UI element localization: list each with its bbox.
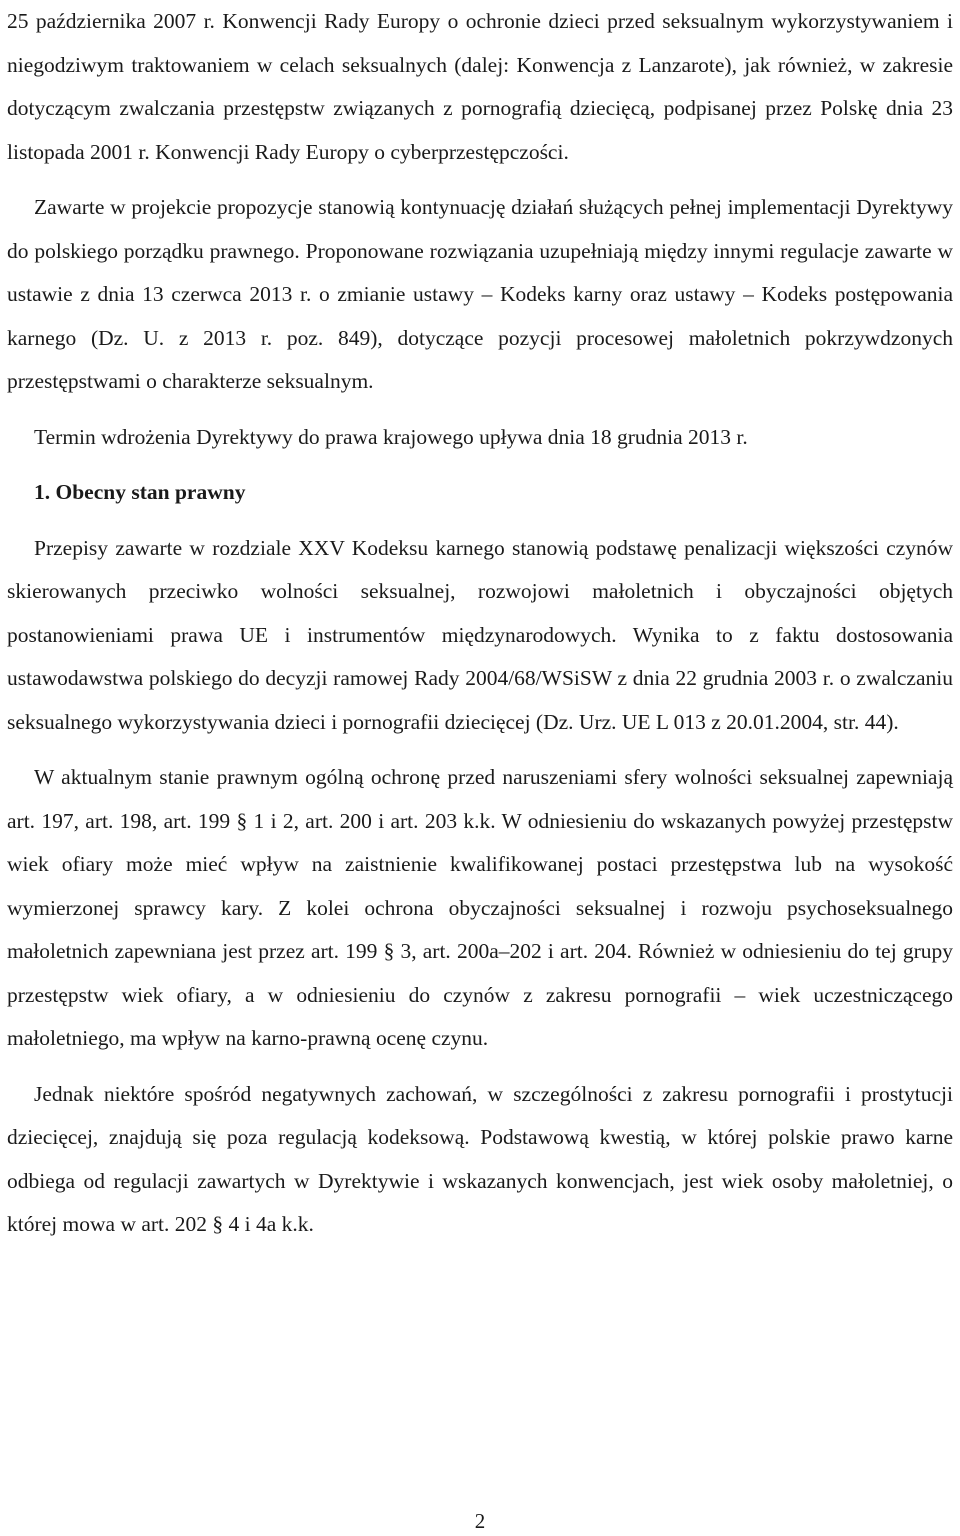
section-heading: 1. Obecny stan prawny — [34, 480, 246, 504]
page-number: 2 — [474, 1509, 486, 1533]
document-page — [7, 0, 953, 1247]
paragraph-propozycje: Zawarte w projekcie propozycje stanowią kontynuację działań służących pełnej implementacji Dyrektywy do polskiego porządku prawnego. Proponowane rozwiązania uzupełniają między innymi regulacje zawarte w ustawie z dnia 13 czerwca 2013 r. o zmianie ustawy – Kodeks karny oraz ustawy – Kodeks postępowania karnego (Dz. U. z 2013 r. poz. 849), dotyczące pozycji procesowej małoletnich pokrzywdzonych przestępstwami o charakterze seksualnym. — [7, 195, 953, 393]
paragraph-negatywne-zachowania: Jednak niektóre spośród negatywnych zachowań, w szczególności z zakresu pornografii i prostytucji dziecięcej, znajdują się poza regulacją kodeksową. Podstawową kwestią, w której polskie prawo karne odbiega od regulacji zawartych w Dyrektywie i wskazanych konwencjach, jest wiek osoby małoletniej, o której mowa w art. 202 § 4 i 4a k.k. — [7, 1081, 953, 1236]
paragraph-przepisy: Przepisy zawarte w rozdziale XXV Kodeksu karnego stanowią podstawę penalizacji większości czynów skierowanych przeciwko wolności seksualnej, rozwojowi małoletnich i obyczajności objętych postanowieniami prawa UE i instrumentów międzynarodowych. Wynika to z faktu dostosowania ustawodawstwa polskiego do decyzji ramowej Rady 2004/68/WSiSW z dnia 22 grudnia 2003 r. o zwalczaniu seksualnego wykorzystywania dzieci i pornografii dziecięcej (Dz. Urz. UE L 013 z 20.01.2004, str. 44). — [7, 535, 953, 734]
paragraph-termin: Termin wdrożenia Dyrektywy do prawa krajowego upływa dnia 18 grudnia 2013 r. — [34, 424, 748, 449]
paragraph-aktualny-stan: W aktualnym stanie prawnym ogólną ochronę przed naruszeniami sfery wolności seksualnej zapewniają art. 197, art. 198, art. 199 § 1 i 2, art. 200 i art. 203 k.k. W odniesieniu do wskazanych powyżej przestępstw wiek ofiary może mieć wpływ na zaistnienie kwalifikowanej postaci przestępstwa lub na wysokość wymierzonej sprawcy kary. Z kolei ochrona obyczajności seksualnej i rozwoju psychoseksualnego małoletnich zapewniana jest przez art. 199 § 3, art. 200a–202 i art. 204. Również w odniesieniu do tej grupy przestępstw wiek ofiary, a w odniesieniu do czynów z zakresu pornografii – wiek uczestniczącego małoletniego, ma wpływ na karno-prawną ocenę czynu. — [7, 765, 953, 1050]
paragraph-konwencje: 25 października 2007 r. Konwencji Rady Europy o ochronie dzieci przed seksualnym wykorzystywaniem i niegodziwym traktowaniem w celach seksualnych (dalej: Konwencja z Lanzarote), jak również, w zakresie dotyczącym zwalczania przestępstw związanych z pornografią dziecięcą, podpisanej przez Polskę dnia 23 listopada 2001 r. Konwencji Rady Europy o cyberprzestępczości. — [7, 9, 953, 164]
